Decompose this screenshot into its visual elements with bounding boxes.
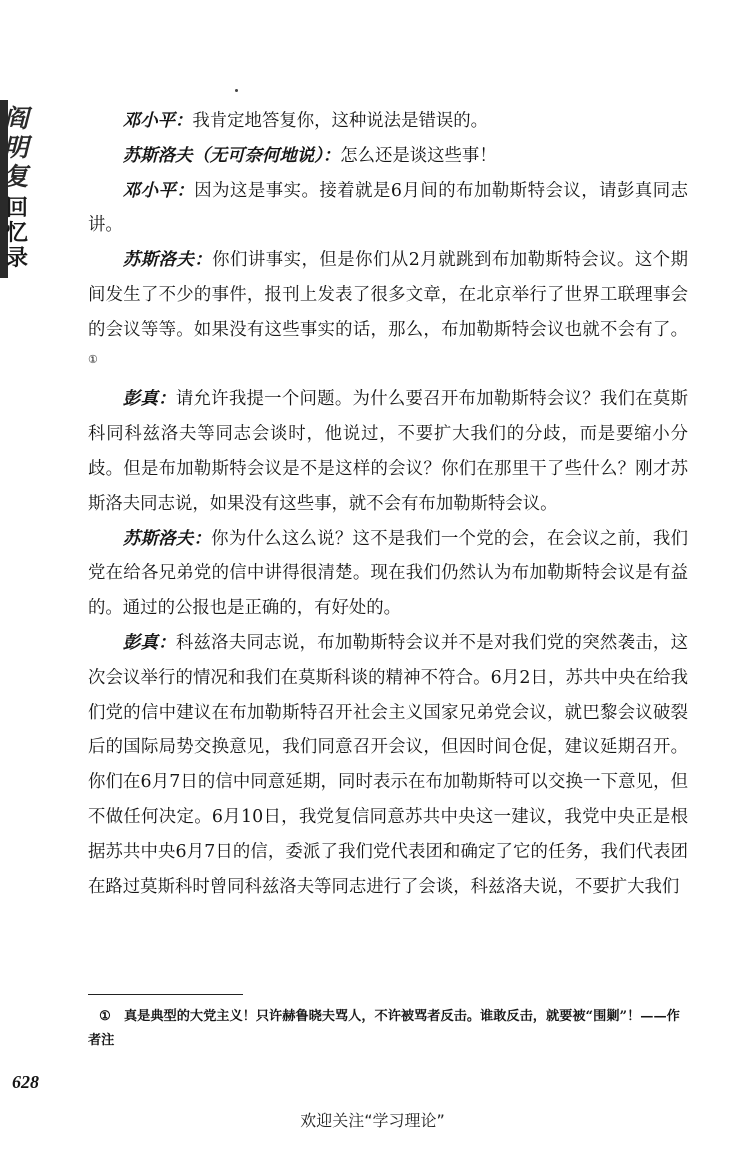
print-speck [235, 89, 238, 92]
paragraph-text: 怎么还是谈这些事！ [340, 145, 497, 166]
speaker-name: 苏斯洛夫： [122, 250, 213, 271]
paragraph-text: 因为这是事实。接着就是6月间的布加勒斯特会议，请彭真同志讲。 [88, 180, 688, 236]
body-text [88, 104, 688, 904]
speaker-name: 苏斯洛夫： [122, 528, 212, 549]
footnote-reference[interactable]: ① [88, 352, 98, 366]
paragraph [88, 104, 688, 139]
paragraph-text: 你们讲事实，但是你们从2月就跳到布加勒斯特会议。这个期间发生了不少的事件，报刊上发表了很多文章，在北京举行了世界工联理事会的会议等等。如果没有这些事实的话，那么，布加勒斯特会议也就不会有了。 [88, 250, 688, 340]
paragraph-text: 科兹洛夫同志说，布加勒斯特会议并不是对我们党的突然袭击，这次会议举行的情况和我们在莫斯科谈的精神不符合。6月2日，苏共中央在给我们党的信中建议在布加勒斯特召开社会主义国家兄弟党会议，就巴黎会议破裂后的国际局势交换意见，我们同意召开会议，但因时间仓促，建议延期召开。你们在6月7日的信中同意延期，同时表示在布加勒斯特可以交换一下意见，但不做任何决定。6月10日，我党复信同意苏共中央这一建议，我党中央正是根据苏共中央6月7日的信，委派了我们党代表团和确定了它的任务，我们代表团在路过莫斯科时曾同科兹洛夫等同志进行了会谈，科兹洛夫说，不要扩大我们 [88, 632, 688, 897]
footnote-text: 真是典型的大党主义！只许赫鲁晓夫骂人，不许被骂者反击。谁敢反击，就要被“围剿”！——作者注 [88, 1009, 680, 1048]
paragraph [88, 522, 688, 626]
watermark-caption: 欢迎关注“学习理论” [300, 1111, 445, 1130]
paragraph [88, 243, 688, 382]
page-number: 628 [12, 1072, 39, 1092]
side-title-book: 回忆录 [5, 195, 28, 271]
side-title [0, 100, 30, 280]
footnote-marker: ① [99, 1009, 111, 1024]
paragraph [88, 139, 688, 174]
paragraph [88, 626, 688, 904]
side-title-author: 阎明复 [3, 104, 29, 191]
speaker-name: 苏斯洛夫（无可奈何地说）： [122, 145, 341, 166]
footnote-divider [88, 994, 243, 995]
paragraph [88, 174, 688, 244]
footnote [88, 1005, 688, 1053]
paragraph-text: 我肯定地答复你，这种说法是错误的。 [192, 111, 489, 131]
speaker-name: 彭真： [122, 389, 176, 410]
speaker-name: 彭真： [122, 632, 176, 653]
paragraph-text: 你为什么这么说？这不是我们一个党的会，在会议之前，我们党在给各兄弟党的信中讲得很清楚。现在我们仍然认为布加勒斯特会议是有益的。通过的公报也是正确的，有好处的。 [88, 528, 688, 619]
paragraph [88, 382, 688, 521]
paragraph-text: 请允许我提一个问题。为什么要召开布加勒斯特会议？我们在莫斯科同科兹洛夫等同志会谈时，他说过，不要扩大我们的分歧，而是要缩小分歧。但是布加勒斯特会议是不是这样的会议？你们在那里干了些什么？刚才苏斯洛夫同志说，如果没有这些事，就不会有布加勒斯特会议。 [88, 389, 688, 514]
speaker-name: 邓小平： [122, 111, 193, 131]
speaker-name: 邓小平： [122, 180, 195, 201]
